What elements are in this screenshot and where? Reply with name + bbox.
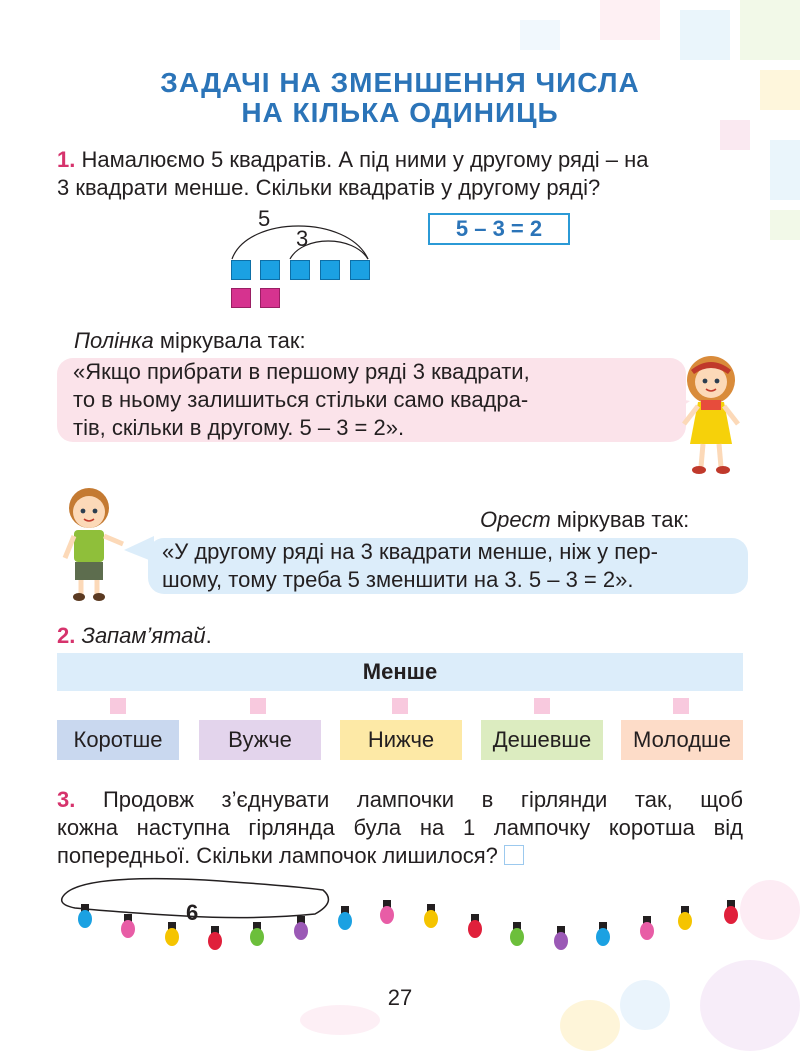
task1-number: 1. — [57, 147, 76, 172]
bulb-5 — [250, 922, 264, 946]
task2-number: 2. — [57, 623, 76, 648]
answer-box[interactable] — [504, 845, 524, 865]
bulb-1 — [78, 904, 92, 928]
task1-text — [57, 146, 757, 202]
task1-line1: Намалюємо 5 квадратів. А під ними у другому ряді – на — [81, 147, 649, 172]
polinka-intro-rest: міркувала так: — [153, 328, 306, 353]
bulb-12 — [554, 926, 568, 950]
bulb-4 — [208, 926, 222, 950]
task2-dot: . — [205, 623, 212, 648]
word-shorter: Коротше — [57, 720, 179, 760]
brace-arcs — [228, 205, 378, 265]
equation-box: 5 – 3 = 2 — [428, 213, 570, 245]
polinka-speech-bubble — [57, 358, 686, 442]
orest-intro-rest: міркував так: — [550, 507, 690, 532]
connector-square-2 — [250, 698, 266, 714]
square-top-5 — [350, 260, 370, 280]
polinka-line2: то в ньому залишиться стільки само квадра- — [73, 387, 529, 412]
orest-speech-bubble — [148, 538, 748, 594]
orest-line2: шому, тому треба 5 зменшити на 3. 5 – 3 = 2». — [162, 567, 634, 592]
bulb-9 — [424, 904, 438, 928]
word-younger: Молодше — [621, 720, 743, 760]
bulb-16 — [724, 900, 738, 924]
task3-line2: кожна наступна гірлянда була на 1 лампочку коротша від — [57, 815, 743, 840]
square-top-2 — [260, 260, 280, 280]
word-lower: Нижче — [340, 720, 462, 760]
square-top-4 — [320, 260, 340, 280]
less-header: Менше — [57, 653, 743, 691]
task3-line1: Продовж з’єднувати лампочки в гірлянди так, щоб — [102, 787, 743, 812]
polinka-line1: «Якщо прибрати в першому ряді 3 квадрати, — [73, 359, 530, 384]
girl-illustration — [676, 352, 746, 477]
page-number: 27 — [387, 985, 413, 1010]
boy-illustration — [57, 482, 127, 602]
task3-number: 3. — [57, 787, 76, 812]
bulb-14 — [640, 916, 654, 940]
connector-square-3 — [392, 698, 408, 714]
square-top-1 — [231, 260, 251, 280]
square-bottom-2 — [260, 288, 280, 308]
connector-square-5 — [673, 698, 689, 714]
page-title-line2: НА КІЛЬКА ОДИНИЦЬ — [241, 97, 559, 128]
task1-diagram — [228, 205, 378, 265]
bulb-3 — [165, 922, 179, 946]
polinka-line3: тів, скільки в другому. 5 – 3 = 2». — [73, 415, 405, 440]
polinka-name: Полінка — [74, 328, 154, 353]
square-top-3 — [290, 260, 310, 280]
task1-line2: 3 квадрати менше. Скільки квадратів у другому ряді? — [57, 175, 601, 200]
word-cheaper: Дешевше — [481, 720, 603, 760]
bulb-8 — [380, 900, 394, 924]
word-narrower: Вужче — [199, 720, 321, 760]
page-title-line1: ЗАДАЧІ НА ЗМЕНШЕННЯ ЧИСЛА — [160, 67, 640, 98]
arc-label-3: 3 — [296, 226, 309, 251]
bulb-2 — [121, 914, 135, 938]
orest-line1: «У другому ряді на 3 квадрати менше, ніж у пер- — [162, 539, 658, 564]
garland-label: 6 — [186, 900, 199, 925]
task2-label: Запам’ятай — [81, 623, 206, 648]
arc-label-5: 5 — [258, 206, 271, 231]
task3-line3: попередньої. Скільки лампочок лишилося? — [57, 843, 498, 868]
orest-name: Орест — [480, 507, 551, 532]
garland — [55, 872, 755, 962]
bulb-7 — [338, 906, 352, 930]
task3-text — [57, 786, 743, 870]
connector-square-4 — [534, 698, 550, 714]
orest-intro — [480, 506, 689, 534]
bulb-6 — [294, 916, 308, 940]
connector-square-1 — [110, 698, 126, 714]
bulb-13 — [596, 922, 610, 946]
square-bottom-1 — [231, 288, 251, 308]
bulb-15 — [678, 906, 692, 930]
bulb-10 — [468, 914, 482, 938]
polinka-intro — [74, 327, 306, 355]
bulb-11 — [510, 922, 524, 946]
task2-text — [57, 622, 212, 650]
